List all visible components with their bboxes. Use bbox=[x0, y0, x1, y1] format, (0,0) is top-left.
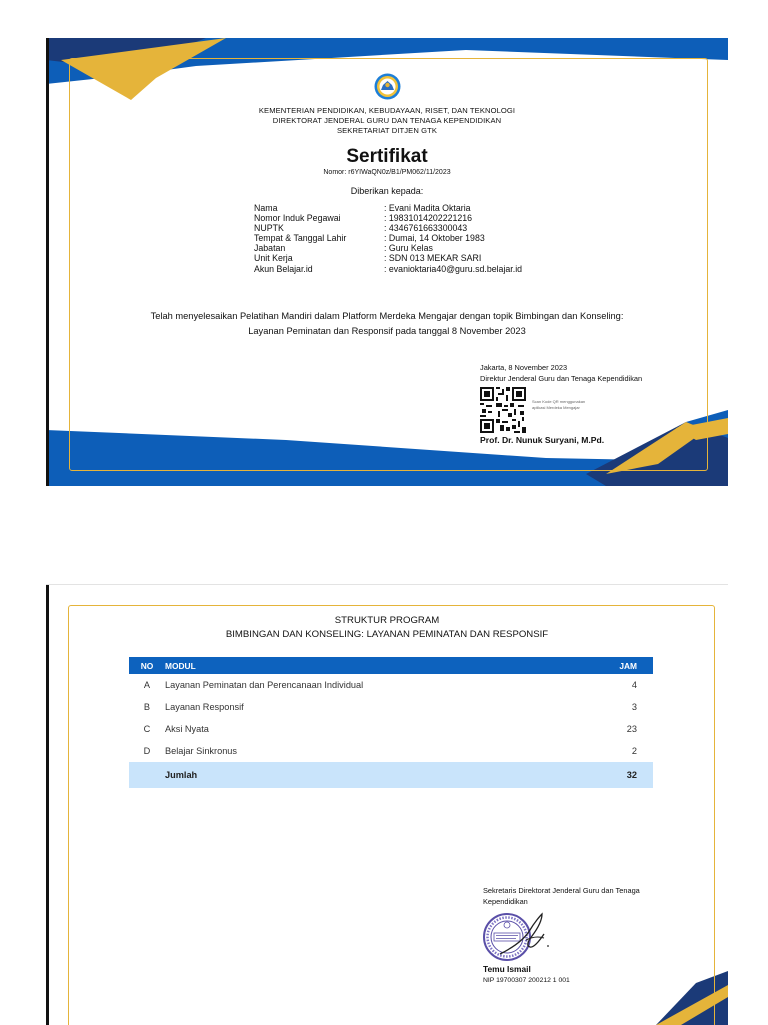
program-structure-page bbox=[46, 584, 728, 1025]
info-value: : 19831014202221216 bbox=[384, 213, 473, 224]
info-row-position bbox=[254, 243, 522, 253]
info-label: Jabatan bbox=[254, 243, 286, 254]
header-no: NO bbox=[129, 657, 165, 674]
info-value: : Dumai, 14 Oktober 1983 bbox=[384, 233, 485, 244]
secretariat-name: SEKRETARIAT DITJEN GTK bbox=[336, 126, 438, 135]
info-label: Unit Kerja bbox=[254, 253, 293, 264]
row-modul: Layanan Responsif bbox=[165, 702, 244, 712]
structure-subtitle: BIMBINGAN DAN KONSELING: LAYANAN PEMINATAN DAN RESPONSIF bbox=[225, 629, 549, 640]
qr-code bbox=[480, 387, 526, 433]
table-row bbox=[129, 696, 653, 718]
table-row bbox=[129, 718, 653, 740]
secretary-nip: NIP 19700307 200212 1 001 bbox=[483, 977, 570, 984]
row-jam: 23 bbox=[626, 724, 637, 734]
secretary-title: Sekretaris Direktorat Jenderal Guru dan Tenaga Kependidikan bbox=[483, 886, 640, 906]
certificate-title: Sertifikat bbox=[346, 146, 428, 167]
table-header-row bbox=[129, 657, 653, 674]
row-modul: Belajar Sinkronus bbox=[165, 746, 238, 756]
tut-wuri-handayani-logo bbox=[374, 73, 401, 100]
program-table bbox=[129, 657, 653, 788]
info-label: Nomor Induk Pegawai bbox=[254, 213, 341, 224]
table-row bbox=[129, 740, 653, 762]
row-modul: Aksi Nyata bbox=[165, 724, 209, 734]
info-label: Tempat & Tanggal Lahir bbox=[254, 233, 347, 244]
info-label: Akun Belajar.id bbox=[254, 263, 313, 274]
ministry-header bbox=[46, 106, 728, 136]
recipient-info bbox=[254, 203, 522, 274]
row-no: A bbox=[143, 680, 151, 690]
statement-line: Telah menyelesaikan Pelatihan Mandiri dalam Platform Merdeka Mengajar dengan topik Bimbingan dan Konseling: bbox=[150, 311, 624, 321]
total-no bbox=[129, 762, 165, 788]
info-row-account bbox=[254, 264, 522, 274]
info-label: Nama bbox=[254, 203, 278, 213]
table-row bbox=[129, 674, 653, 696]
statement-line: Layanan Peminatan dan Responsif pada tanggal 8 November 2023 bbox=[248, 326, 526, 336]
signer-name: Prof. Dr. Nunuk Suryani, M.Pd. bbox=[480, 435, 605, 445]
structure-title bbox=[46, 614, 728, 642]
secretary-name: Temu Ismail bbox=[483, 964, 531, 974]
row-modul: Layanan Peminatan dan Perencanaan Individual bbox=[165, 680, 364, 690]
info-value: : SDN 013 MEKAR SARI bbox=[384, 253, 482, 264]
row-jam: 3 bbox=[631, 702, 637, 712]
info-value: : 4346761663300043 bbox=[384, 223, 468, 234]
row-no: D bbox=[143, 746, 151, 756]
ministry-name: KEMENTERIAN PENDIDIKAN, KEBUDAYAAN, RISET, DAN TEKNOLOGI bbox=[258, 106, 516, 115]
header-jam: JAM bbox=[577, 657, 653, 674]
row-jam: 4 bbox=[631, 680, 637, 690]
info-value: : Evani Madita Oktaria bbox=[384, 203, 471, 213]
header-modul: MODUL bbox=[165, 657, 577, 674]
total-row bbox=[129, 762, 653, 788]
qr-instruction bbox=[532, 399, 585, 411]
given-to-label: Diberikan kepada: bbox=[350, 186, 424, 196]
info-row-unit bbox=[254, 253, 522, 263]
row-no: B bbox=[143, 702, 151, 712]
certificate-number: Nomor: r6YIWaQN0z/B1/PM062/11/2023 bbox=[323, 169, 451, 176]
info-row-birth bbox=[254, 233, 522, 243]
row-no: C bbox=[143, 724, 151, 734]
info-value: : evanioktaria40@guru.sd.belajar.id bbox=[384, 263, 523, 274]
info-row-nuptk bbox=[254, 223, 522, 233]
info-row-name bbox=[254, 203, 522, 213]
signature-heading bbox=[480, 362, 642, 384]
official-stamp-and-signature bbox=[482, 910, 592, 964]
info-row-nip bbox=[254, 213, 522, 223]
qr-instruction-line: Scan Kode QR menggunakan bbox=[532, 399, 586, 404]
completion-statement bbox=[46, 309, 728, 339]
directorate-name: DIREKTORAT JENDERAL GURU DAN TENAGA KEPENDIDIKAN bbox=[272, 116, 502, 125]
row-jam: 2 bbox=[631, 746, 637, 756]
total-jam: 32 bbox=[577, 762, 653, 788]
place-date: Jakarta, 8 November 2023 bbox=[480, 363, 568, 372]
certificate-page bbox=[46, 38, 728, 486]
info-value: : Guru Kelas bbox=[384, 243, 433, 254]
total-label: Jumlah bbox=[165, 762, 577, 788]
page-edge bbox=[46, 585, 49, 1025]
structure-title-line: STRUKTUR PROGRAM bbox=[334, 615, 440, 626]
signer-title: Direktur Jenderal Guru dan Tenaga Kependidikan bbox=[480, 374, 643, 383]
qr-instruction-line: aplikasi Merdeka Mengajar bbox=[532, 405, 580, 410]
info-label: NUPTK bbox=[254, 223, 284, 234]
